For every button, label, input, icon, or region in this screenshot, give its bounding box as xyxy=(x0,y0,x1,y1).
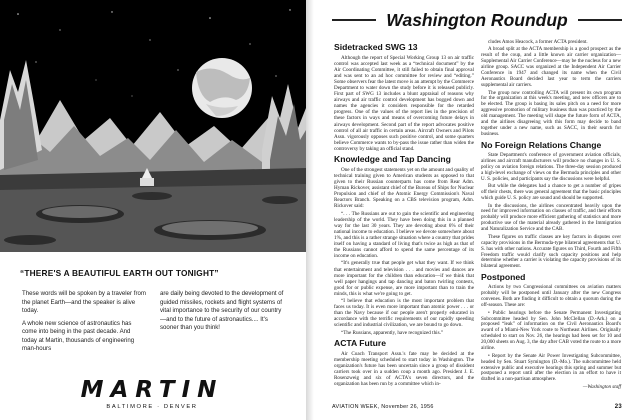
martin-locations: BALTIMORE · DENVER xyxy=(106,404,198,410)
washington-roundup-page xyxy=(314,0,628,420)
article-paragraph: • Public hearings before the Senate Permanent Investigating Subcommittee headed by Sen. John McClellan (D.-Ark.) on a proposed “leak” of information on the Civil Aeronautics Board's award of a Miami-New York route to Northeast Airlines. Originally scheduled to start on Nov. 26, the hearings had been set for 10 and 20,000 sheets on Aug. 3, the day after CAB voted the route to a more airline. xyxy=(481,309,621,352)
ad-headline: “THERE'S A BEAUTIFUL EARTH OUT TONIGHT” xyxy=(20,268,219,278)
section-heading: Sidetracked SWG 13 xyxy=(334,42,418,52)
article-paragraph: Actions by two Congressional committees on aviation matters probably will be postponed until January after the new Congress convenes. Both are finding it difficult to obtain a quorum during the off-season. These are: xyxy=(481,284,621,309)
section-heading: No Foreign Relations Change xyxy=(481,140,602,150)
staff-signature: —Washington staff xyxy=(582,384,621,391)
section-title: Washington Roundup xyxy=(386,10,568,30)
article-paragraph: The group now controlling ACTA will present its own program for the organization at this week's meeting, and new officers are to be elected. The group is basing its sales pitch on a need for more aggressive promotion of military business than was practiced by the old management. The meeting will shape the future form of ACTA, and the airlines disagreeing with this form may decide to band together under a new name, such as SACC, in their search for business. xyxy=(481,89,621,138)
article-paragraph: A broad split at the ACTA membership is a good prospect as the result of the coup, and a little known air carrier organization—Supplemental Air Carrier Conference—may be the nucleus for a new airline group. SACC was organized at the Independent Air Carrier Conference in 1947 and changed its name when the Civil Aeronautics Board decided last year to term the carriers supplemental air carriers. xyxy=(481,46,621,89)
article-paragraph: cludes Amos Heacock, a former ACTA president. xyxy=(488,39,588,45)
article-paragraph: “The Russians, apparently, have recognized this.” xyxy=(341,329,444,336)
ad-paragraph: A whole new science of astronautics has come into being in the past decade. And today at Martin, thousands of engineering man-hours xyxy=(22,319,135,352)
article-paragraph: “I believe that education is the most important problem that faces us today. It is even more important than atomic power . . . or than the Navy because if our people aren't properly educated in accordance with the terrific requirements of our rapidly speeding scientific and industrial civilization, we are bound to go down. xyxy=(334,298,474,329)
page-number: 23 xyxy=(614,404,622,410)
martin-logo xyxy=(72,378,232,410)
section-heading: ACTA Future xyxy=(334,338,387,349)
article-paragraph: State Department's conference of government aviation officials, airlines and aircraft manufacturers will produce no changes in U. S. policy on aviation foreign relations. The three-day session produced a high-level exchange of views on the Bermuda principles and other U. S. policies, and participants say the discussions were helpful. xyxy=(481,152,621,182)
article-paragraph: Although the report of Special Working Group 13 on air traffic control was accepted last week as a “technical document” by the Air Coordinating Committee, it still failed to obtain final approval and was sent to an ad hoc committee for review and “editing.” Some observers fear the latest move is an attempt by the Commerce Department to water down the study before it is released publicly. First part of SWG 13 includes a blunt appraisal of reasons why airways and air traffic control development has bogged down and names the agencies it considers responsible for the retarded progress. One of the values of the report lies in the precision of these factors in ways and means of overcoming future delays in airways development. Second part of the report advocates positive control of all air traffic in certain areas. Aircraft Owners and Pilots Assn. vigorously opposes such positive control, and some quarters believe Commerce wants to by-pass the issue rather than widen the controversy by taking an official stand. xyxy=(334,55,474,152)
ad-paragraph: are daily being devoted to the development of guided missiles, rockets and flight systems of vital importance to the security of our country—and to the future of astronautics.... It's sooner than you think! xyxy=(160,290,284,331)
article-paragraph: Air Coach Transport Assn.'s fate may be decided at the membership meeting scheduled to start today in Washington. The organization's future has been uncertain since a group of dissident carriers took over in a sudden coup a month ago. President J. E. Rosenzweig and six of ACTA's seven directors, and the organization has been run by a committee which in- xyxy=(334,351,474,388)
article-paragraph: “. . . The Russians are out to gain the scientific and engineering leadership of the world. They have been doing this in a planned way for the last 30 years. They are devoting about 6% of their national income to education. I believe we devote somewhere about 1%, and this is a rather strange situation where a country that prides itself on having a standard of living that's twice as high as that of the Russians cannot afford to spend the same percentage of its income on education. xyxy=(334,210,474,259)
article-paragraph: • Report by the Senate Air Power Investigating Subcommittee, headed by Sen. Stuart Symington (D.-Mo.). The subcommittee held extensive public and executive hearings this spring and summer but postponed a report until after the election in an effort to have it drafted in a non-partisan atmosphere. xyxy=(481,352,621,383)
article-column-right xyxy=(481,40,621,391)
ad-paragraph: These words will be spoken by a traveler from the planet Earth—and the speaker is alive today. xyxy=(22,290,146,314)
article-paragraph: “It's generally true that people get what they want. If we think that entertainment and television . . . and movies and dances are more important for the children than education—if we think that well paper hangings and tap dancing and baton twirling contests, good for or public expense, are more important than to train the minds, this is what we're going to get. xyxy=(334,260,474,297)
publication-line: AVIATION WEEK, November 26, 1956 xyxy=(332,404,434,410)
article-paragraph: These figures on traffic classes are key factors in disputes over capacity provisions in the Bermuda-type bilateral agreements that U. S. has with other nations. Accurate figures on Third, Fourth and Fifth Freedom traffic would clarify such capacity positions and help determine whether a carrier is violating the capacity provisions of its bilateral agreement. xyxy=(481,233,621,270)
article-paragraph: But while the delegates had a chance to get a number of gripes off their chests, there was general agreement that the basic principles which guide U. S. policy are sound and should be supported. xyxy=(481,183,621,202)
lunar-landscape-illustration xyxy=(0,0,306,252)
masthead-rule-left xyxy=(332,19,376,21)
article-paragraph: One of the strongest statements yet on the amount and quality of technical training given to American students as opposed to that given to their Russian counterparts has come from Rear Adm. Hyman Rickover, assistant chief of the Bureau of Ships for Nuclear Propulsion and chief of the Atomic Energy Commission's Naval Reactors Branch. Speaking on a CBS television program, Adm. Rickover said: xyxy=(334,166,474,210)
article-paragraph: In the discussions, the airlines concentrated heavily upon the need for improved information on classes of traffic, and their efforts probably will produce more efficient gathering of statistics and more productive use of the material already gathered in the Immigration and Naturalization Service and the CAB. xyxy=(481,202,621,233)
article-column-left xyxy=(334,40,474,389)
section-heading: Postponed xyxy=(481,272,526,283)
martin-advertisement xyxy=(0,0,306,420)
ad-body-column-2 xyxy=(160,290,284,337)
ad-body-column-1 xyxy=(22,290,146,358)
masthead-rule-right xyxy=(578,19,622,21)
page-gutter xyxy=(306,0,314,420)
section-heading: Knowledge and Tap Dancing xyxy=(334,153,451,164)
section-masthead xyxy=(332,10,622,32)
lunar-landscape-image xyxy=(0,0,306,252)
martin-wordmark: MARTIN xyxy=(80,377,224,403)
